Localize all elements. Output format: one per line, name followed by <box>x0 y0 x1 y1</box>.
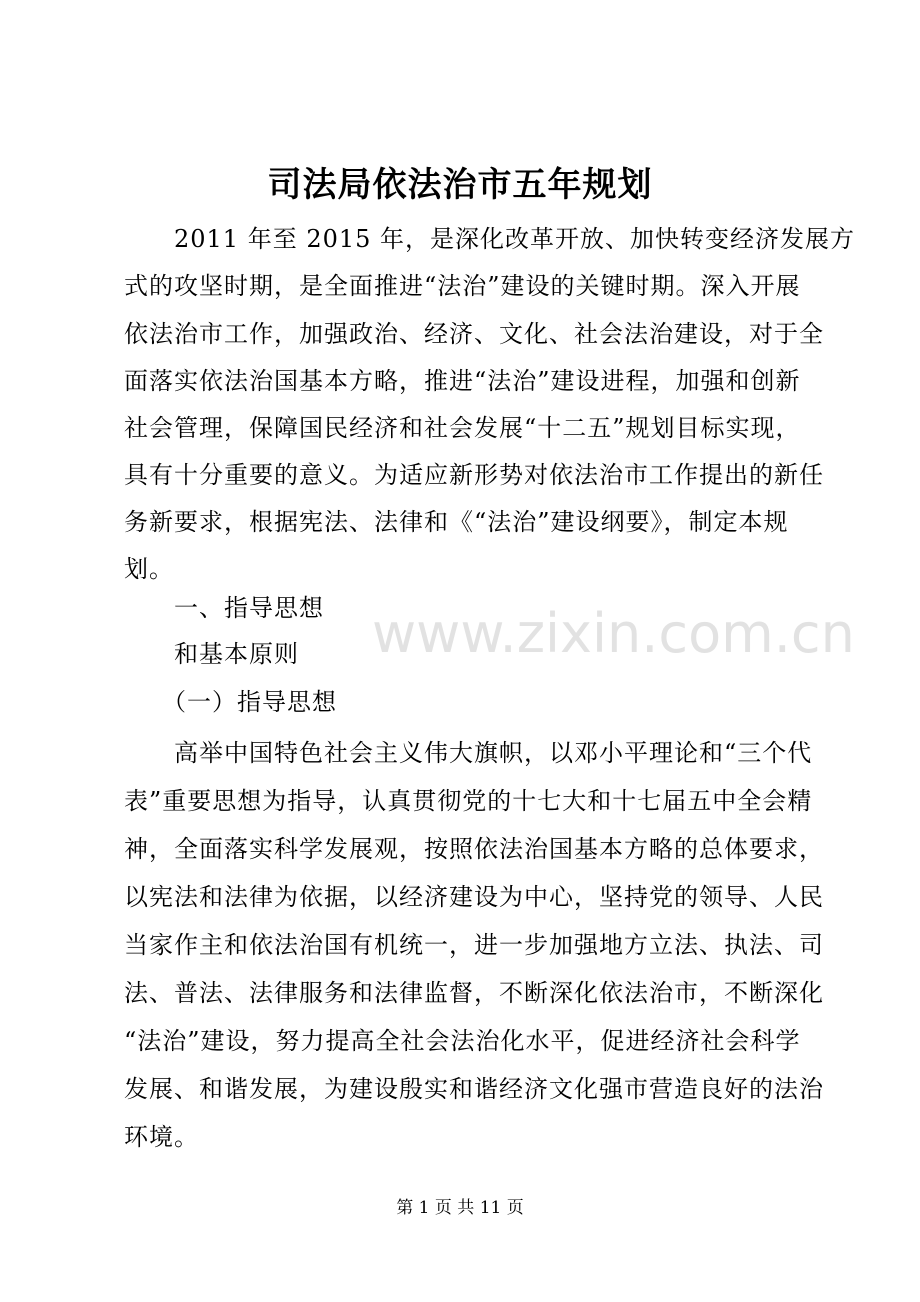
body-line: 以宪法和法律为依据，以经济建设为中心，坚持党的领导、人民 <box>124 883 824 911</box>
watermark: www.zixin.com.cn <box>372 602 855 665</box>
body-line: 面落实依法治国基本方略，推进“法治”建设进程，加强和创新 <box>124 367 801 395</box>
body-line: 高举中国特色社会主义伟大旗帜，以邓小平理论和“三个代 <box>124 739 813 767</box>
body-line: 当家作主和依法治国有机统一，进一步加强地方立法、执法、司 <box>124 931 824 959</box>
body-line: 式的攻坚时期，是全面推进“法治”建设的关键时期。深入开展 <box>124 272 801 300</box>
body-line: 划。 <box>124 555 174 583</box>
page-footer: 第 1 页 共 11 页 <box>396 1198 524 1218</box>
body-line: “法治”建设，努力提高全社会法治化水平，促进经济社会科学 <box>124 1027 801 1055</box>
body-line: 表”重要思想为指导，认真贯彻党的十七大和十七届五中全会精 <box>124 787 813 815</box>
subsection-heading: （一）指导思想 <box>124 688 337 716</box>
body-line: 发展、和谐发展，为建设殷实和谐经济文化强市营造良好的法治 <box>124 1075 824 1103</box>
body-line: 具有十分重要的意义。为适应新形势对依法治市工作提出的新任 <box>124 461 824 489</box>
section-heading: 一、指导思想 <box>124 594 324 622</box>
body-line: 神，全面落实科学发展观，按照依法治国基本方略的总体要求， <box>124 835 824 863</box>
body-line: 社会管理，保障国民经济和社会发展“十二五”规划目标实现， <box>124 414 801 442</box>
body-line: 务新要求，根据宪法、法律和《“法治”建设纲要》，制定本规 <box>124 508 789 536</box>
body-line: 法、普法、法律服务和法律监督，不断深化依法治市，不断深化 <box>124 979 824 1007</box>
body-line: 依法治市工作，加强政治、经济、文化、社会法治建设，对于全 <box>124 320 824 348</box>
document-title: 司法局依法治市五年规划 <box>267 165 653 205</box>
section-heading-continuation: 和基本原则 <box>124 640 299 668</box>
body-line: 环境。 <box>124 1123 199 1151</box>
body-line: 2011 年至 2015 年，是深化改革开放、加快转变经济发展方 <box>124 225 856 253</box>
